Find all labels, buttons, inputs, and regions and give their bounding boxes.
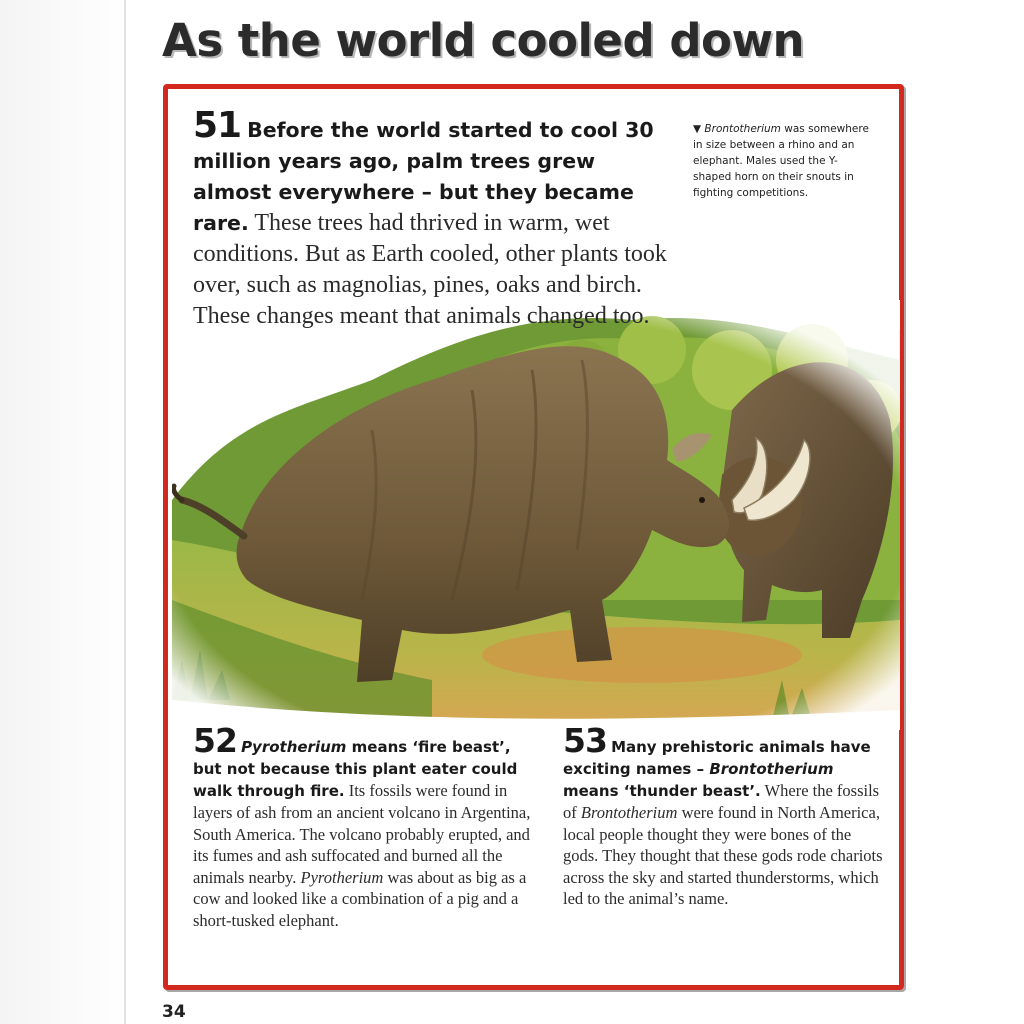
fact-53-text-name: Brontotherium <box>580 803 678 822</box>
fact-52-number: 52 <box>193 721 237 760</box>
page-edge-shading <box>0 0 126 1024</box>
fact-52-text-b: was about as big as a cow and looked like a combination of a pig and a short-tusked elephant. <box>193 867 527 930</box>
illustration-caption <box>693 121 873 201</box>
fact-51-text: These trees had thrived in warm, wet conditions. But as Earth cooled, other plants took over, such as magnolias, pines, oaks and birch. These changes meant that animals changed too. <box>193 210 667 329</box>
fact-53-lead-name: Brontotherium <box>709 760 834 778</box>
fact-53-lead-a: Many prehistoric animals have exciting names – <box>563 738 871 778</box>
page-number: 34 <box>162 1002 186 1022</box>
fact-52-text-name: Pyrotherium <box>300 867 384 887</box>
fact-51-lead: Before the world started to cool 30 million years ago, palm trees grew almost everywhere – but they became rare. <box>193 118 654 235</box>
down-triangle-icon: ▼ <box>693 123 702 135</box>
caption-text: was somewhere in size between a rhino and an elephant. Males used the Y-shaped horn on their snouts in fighting competitions. <box>693 123 869 199</box>
illustration-drawing <box>172 300 900 730</box>
page-heading: As the world cooled down <box>162 14 805 67</box>
fact-51-number: 51 <box>193 105 242 146</box>
caption-name: Brontotherium <box>704 123 781 135</box>
brontotherium-illustration <box>172 300 900 730</box>
fact-53 <box>563 721 883 910</box>
fact-52-lead-text: means ‘fire beast’, but not because this plant eater could walk through fire. <box>193 738 518 800</box>
fact-52-lead-name: Pyrotherium <box>241 738 347 756</box>
fact-53-text-a: Where the fossils of <box>563 781 880 822</box>
fact-51 <box>193 105 673 332</box>
page-gutter <box>124 0 126 1024</box>
fact-53-lead-b: means ‘thunder beast’. <box>563 782 761 800</box>
fact-53-text-b: were found in North America, local people thought they were bones of the gods. They thought that these gods rode chariots across the sky and started thunderstorms, which led to the animal’s name. <box>563 803 883 908</box>
fact-52-text-a: Its fossils were found in layers of ash from an ancient volcano in Argentina, South America. The volcano probably erupted, and its fumes and ash suffocated and burned all the animals nearby. <box>193 781 531 887</box>
fact-52 <box>193 721 538 931</box>
fact-53-number: 53 <box>563 721 607 760</box>
